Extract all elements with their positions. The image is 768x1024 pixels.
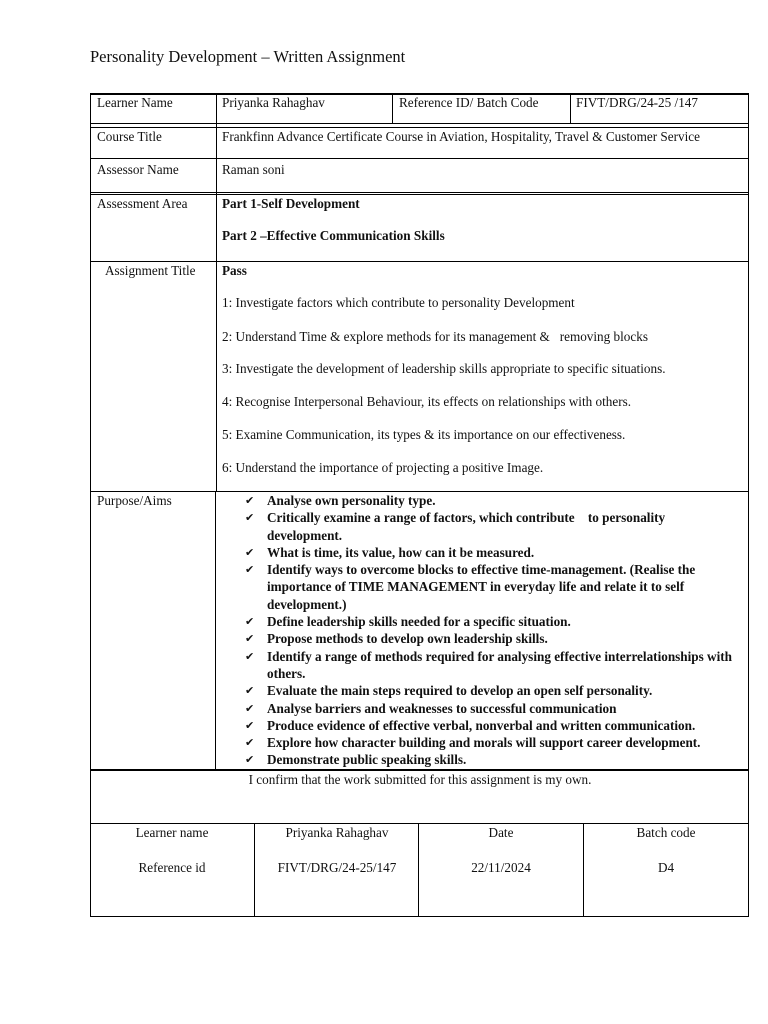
assignment-item: 6: Understand the importance of projecting a positive Image. <box>222 460 544 475</box>
signoff-header: Priyanka Rahaghav <box>285 825 389 840</box>
list-item: ✔ Evaluate the main steps required to develop an open self personality. <box>245 683 653 699</box>
assignment-item: 1: Investigate factors which contribute to personality Development <box>222 295 575 310</box>
table-border <box>90 823 91 917</box>
table-border <box>748 823 749 917</box>
signoff-value: FIVT/DRG/24-25/147 <box>277 860 397 875</box>
check-mark-icon: ✔ <box>245 615 255 629</box>
table-border <box>90 823 749 824</box>
list-item: ✔ Explore how character building and morals will support career development. <box>245 735 701 751</box>
assignment-item: 2: Understand Time & explore methods for its management & removing blocks <box>222 329 648 344</box>
column-divider <box>570 93 571 124</box>
list-item: ✔ Propose methods to develop own leadership skills. <box>245 631 548 647</box>
purpose-aims-label: Purpose/Aims <box>97 493 172 508</box>
purpose-aims-list <box>245 492 735 769</box>
check-mark-icon: ✔ <box>245 718 255 732</box>
check-mark-icon: ✔ <box>245 753 255 767</box>
signoff-header: Batch code <box>636 825 696 840</box>
signoff-value: Reference id <box>138 860 206 875</box>
list-item: ✔ Demonstrate public speaking skills. <box>245 752 467 768</box>
assignment-grade: Pass <box>222 263 247 278</box>
check-mark-icon: ✔ <box>245 545 255 559</box>
signoff-value: 22/11/2024 <box>471 860 531 875</box>
row-divider <box>90 194 749 195</box>
table-border <box>90 93 91 771</box>
assessor-name-label: Assessor Name <box>97 162 179 177</box>
column-divider <box>392 93 393 124</box>
list-item: ✔ Analyse barriers and weaknesses to successful communication <box>245 700 617 716</box>
row-divider <box>90 261 749 262</box>
course-title-label: Course Title <box>97 129 162 144</box>
column-divider <box>254 823 255 917</box>
assessment-area-part2: Part 2 –Effective Communication Skills <box>222 228 445 243</box>
assignment-item: 3: Investigate the development of leadership skills appropriate to specific situations. <box>222 361 666 376</box>
signoff-header: Learner name <box>135 825 209 840</box>
column-divider <box>583 823 584 917</box>
reference-label: Reference ID/ Batch Code <box>399 95 539 110</box>
column-divider <box>215 491 216 769</box>
confirmation-statement: I confirm that the work submitted for this assignment is my own. <box>248 772 592 787</box>
check-mark-icon: ✔ <box>245 511 255 525</box>
signoff-value: D4 <box>657 860 675 875</box>
check-mark-icon: ✔ <box>245 649 255 663</box>
check-mark-icon: ✔ <box>245 684 255 698</box>
assessment-area-label: Assessment Area <box>97 196 188 211</box>
list-item: ✔ Define leadership skills needed for a specific situation. <box>245 614 571 630</box>
row-divider <box>90 192 749 193</box>
check-mark-icon: ✔ <box>245 701 255 715</box>
check-mark-icon: ✔ <box>245 736 255 750</box>
assignment-item: 4: Recognise Interpersonal Behaviour, its effects on relationships with others. <box>222 394 632 409</box>
signoff-header: Date <box>488 825 514 840</box>
row-divider <box>90 158 749 159</box>
row-divider <box>90 123 749 124</box>
list-item: ✔ What is time, its value, how can it be measured. <box>245 544 535 560</box>
reference-value: FIVT/DRG/24-25 /147 <box>576 95 698 110</box>
list-item: ✔ Identify a range of methods required for analysing effective interrelationships with others. <box>245 648 732 681</box>
column-divider <box>216 93 217 491</box>
assessment-area-part1: Part 1-Self Development <box>222 196 360 211</box>
assignment-item: 5: Examine Communication, its types & its importance on our effectiveness. <box>222 427 626 442</box>
learner-name-value: Priyanka Rahaghav <box>222 95 325 110</box>
table-border <box>748 93 749 771</box>
row-divider <box>90 127 749 128</box>
assessor-name-value: Raman soni <box>222 162 285 177</box>
check-mark-icon: ✔ <box>245 563 255 577</box>
table-border <box>748 771 749 824</box>
column-divider <box>418 823 419 917</box>
list-item: ✔ Analyse own personality type. <box>245 493 436 508</box>
check-mark-icon: ✔ <box>245 494 255 507</box>
course-title-value: Frankfinn Advance Certificate Course in Aviation, Hospitality, Travel & Customer Service <box>222 129 700 144</box>
table-border <box>90 916 749 917</box>
check-mark-icon: ✔ <box>245 632 255 646</box>
learner-name-label: Learner Name <box>97 95 173 110</box>
list-item: ✔ Produce evidence of effective verbal, nonverbal and written communication. <box>245 717 696 733</box>
assignment-title-label: Assignment Title <box>105 263 196 278</box>
page-title: Personality Development – Written Assignment <box>90 47 406 66</box>
list-item: ✔ Critically examine a range of factors, which contribute to personality development. <box>245 510 669 543</box>
row-divider <box>90 769 749 771</box>
table-border <box>90 771 91 824</box>
list-item: ✔ Identify ways to overcome blocks to effective time-management. (Realise the importance of TIME MANAGEMENT in everyday life and relate it to self development.) <box>245 562 696 612</box>
